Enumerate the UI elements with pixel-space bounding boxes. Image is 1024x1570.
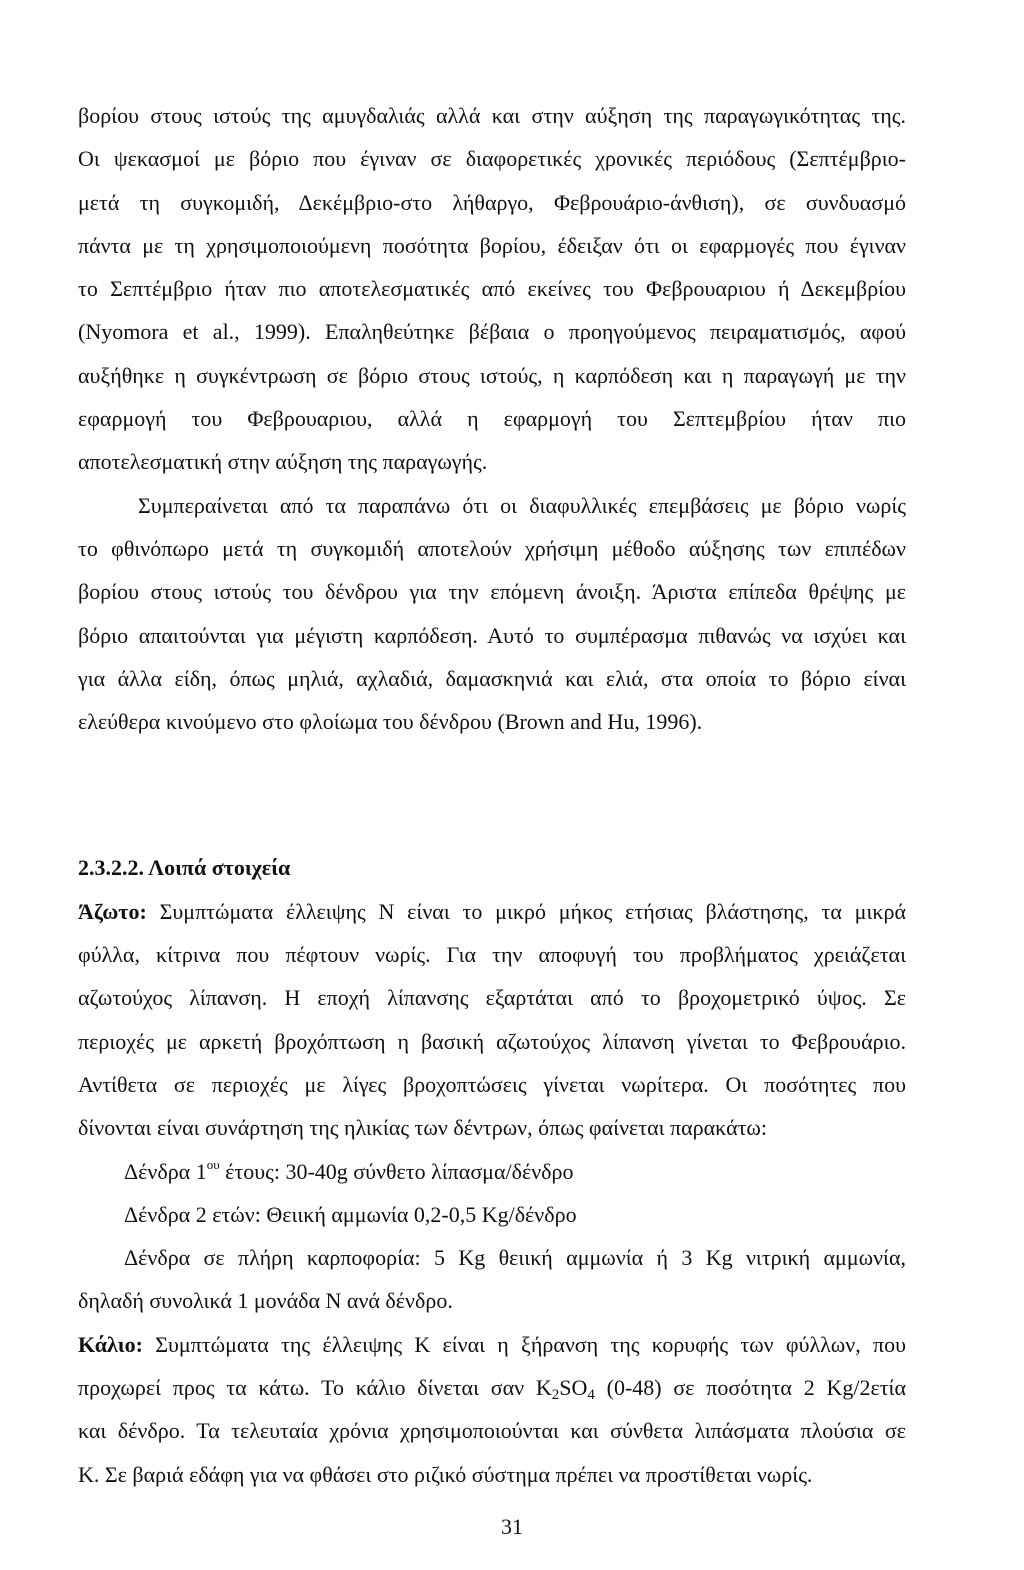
text-line: ελεύθερα κινούμενο στο φλοίωμα του δένδρου (Brown and Hu, 1996). [78,709,703,735]
page-number: 31 [501,1514,523,1539]
dose-text: Δένδρα 1 [124,1158,207,1184]
text-line: εφαρμογή του Φεβρουαριου, αλλά η εφαρμογή του Σεπτεμβρίου ήταν πιο [78,406,906,432]
text-line [78,1366,906,1409]
text-line: (Nyomora et al., 1999). Επαληθεύτηκε βέβαια ο προηγούμενος πειραματισμός, αφού [78,319,906,345]
text-fragment: (0-48) σε ποσότητα 2 Kg/2ετία [594,1375,906,1401]
section-number: 2.3.2.2. [78,855,144,881]
text-line [78,1323,906,1366]
dose-text: έτους: 30-40g σύνθετο λίπασμα/δένδρο [219,1158,574,1184]
potassium-line-rest: Συμπτώματα της έλλειψης Κ είναι η ξήρανση της κορυφής των φύλλων, που [142,1331,906,1357]
section-title: Λοιπά στοιχεία [148,855,291,881]
text-line: περιοχές με αρκετή βροχόπτωση η βασική αζωτούχος λίπανση γίνεται το Φεβρουάριο. [78,1028,906,1054]
document-page [78,94,906,1496]
subscript: 4 [587,1387,595,1404]
text-line: το Σεπτέμβριο ήταν πιο αποτελεσματικές από εκείνες του Φεβρουαριου ή Δεκεμβρίου [78,276,906,302]
text-line: το φθινόπωρο μετά τη συγκομιδή αποτελούν χρήσιμη μέθοδο αύξησης των επιπέδων [78,535,906,561]
text-line: δίνονται είναι συνάρτηση της ηλικίας των δέντρων, όπως φαίνεται παρακάτω: [78,1115,768,1141]
text-line: μετά τη συγκομιδή, Δεκέμβριο-στο λήθαργο, Φεβρουάριο-άνθιση), σε συνδυασμό [78,189,906,215]
text-line: Κ. Σε βαριά εδάφη για να φθάσει στο ριζικό σύστημα πρέπει να προστίθεται νωρίς. [78,1461,813,1487]
text-line: φύλλα, κίτρινα που πέφτουν νωρίς. Για την αποφυγή του προβλήματος χρειάζεται [78,942,906,968]
dose-line-first-year [78,1150,906,1193]
dose-line-second-year: Δένδρα 2 ετών: Θειική αμμωνία 0,2-0,5 Kg/δένδρο [124,1201,577,1227]
text-line: αποτελεσματική στην αύξηση της παραγωγής. [78,449,488,475]
text-line: αυξήθηκε η συγκέντρωση σε βόριο στους ιστούς, η καρπόδεση και η παραγωγή με την [78,362,906,388]
dose-line-total: δηλαδή συνολικά 1 μονάδα Ν ανά δένδρο. [78,1288,453,1314]
section-spacer [78,743,906,846]
text-line: βορίου στους ιστούς του δένδρου για την επόμενη άνοιξη. Άριστα επίπεδα θρέψης με [78,579,906,605]
dose-line-full-bearing: Δένδρα σε πλήρη καρποφορία: 5 Kg θειική αμμωνία ή 3 Kg νιτρική αμμωνία, [124,1245,906,1271]
potassium-label: Κάλιο: [78,1331,143,1357]
text-line: πάντα με τη χρησιμοποιούμενη ποσότητα βορίου, έδειξαν ότι οι εφαρμογές που έγιναν [78,232,906,258]
text-line: Οι ψεκασμοί με βόριο που έγιναν σε διαφορετικές χρονικές περιόδους (Σεπτέμβριο- [78,146,906,172]
text-line: βόριο απαιτούνται για μέγιστη καρπόδεση. Αυτό το συμπέρασμα πιθανώς να ισχύει και [78,622,906,648]
text-line: για άλλα είδη, όπως μηλιά, αχλαδιά, δαμασκηνιά και ελιά, στα οποία το βόριο είναι [78,665,906,691]
paragraph-conclusion [78,484,906,744]
paragraph-potassium [78,1323,906,1496]
text-line: Αντίθετα σε περιοχές με λίγες βροχοπτώσεις γίνεται νωρίτερα. Οι ποσότητες που [78,1071,906,1097]
paragraph-boron-trials [78,94,906,484]
section-heading [78,846,906,889]
text-line: αζωτούχος λίπανση. Η εποχή λίπανσης εξαρτάται από το βροχομετρικό ύψος. Σε [78,985,906,1011]
paragraph-nitrogen [78,890,906,1323]
text-line: Συμπεραίνεται από τα παραπάνω ότι οι διαφυλλικές επεμβάσεις με βόριο νωρίς [138,492,906,518]
text-fragment: SO [559,1375,588,1401]
text-line: και δένδρο. Τα τελευταία χρόνια χρησιμοποιούνται και σύνθετα λιπάσματα πλούσια σε [78,1418,906,1444]
nitrogen-label: Άζωτο: [78,898,147,924]
text-fragment: προχωρεί προς τα κάτω. Το κάλιο δίνεται σαν K [78,1375,552,1401]
text-line: βορίου στους ιστούς της αμυγδαλιάς αλλά και στην αύξηση της παραγωγικότητας της. [78,103,906,128]
subscript: 2 [551,1387,560,1404]
nitrogen-line-rest: Συμπτώματα έλλειψης Ν είναι το μικρό μήκος ετήσιας βλάστησης, τα μικρά [146,898,906,924]
text-line [78,890,906,933]
ordinal-superscript: ου [206,1156,220,1172]
